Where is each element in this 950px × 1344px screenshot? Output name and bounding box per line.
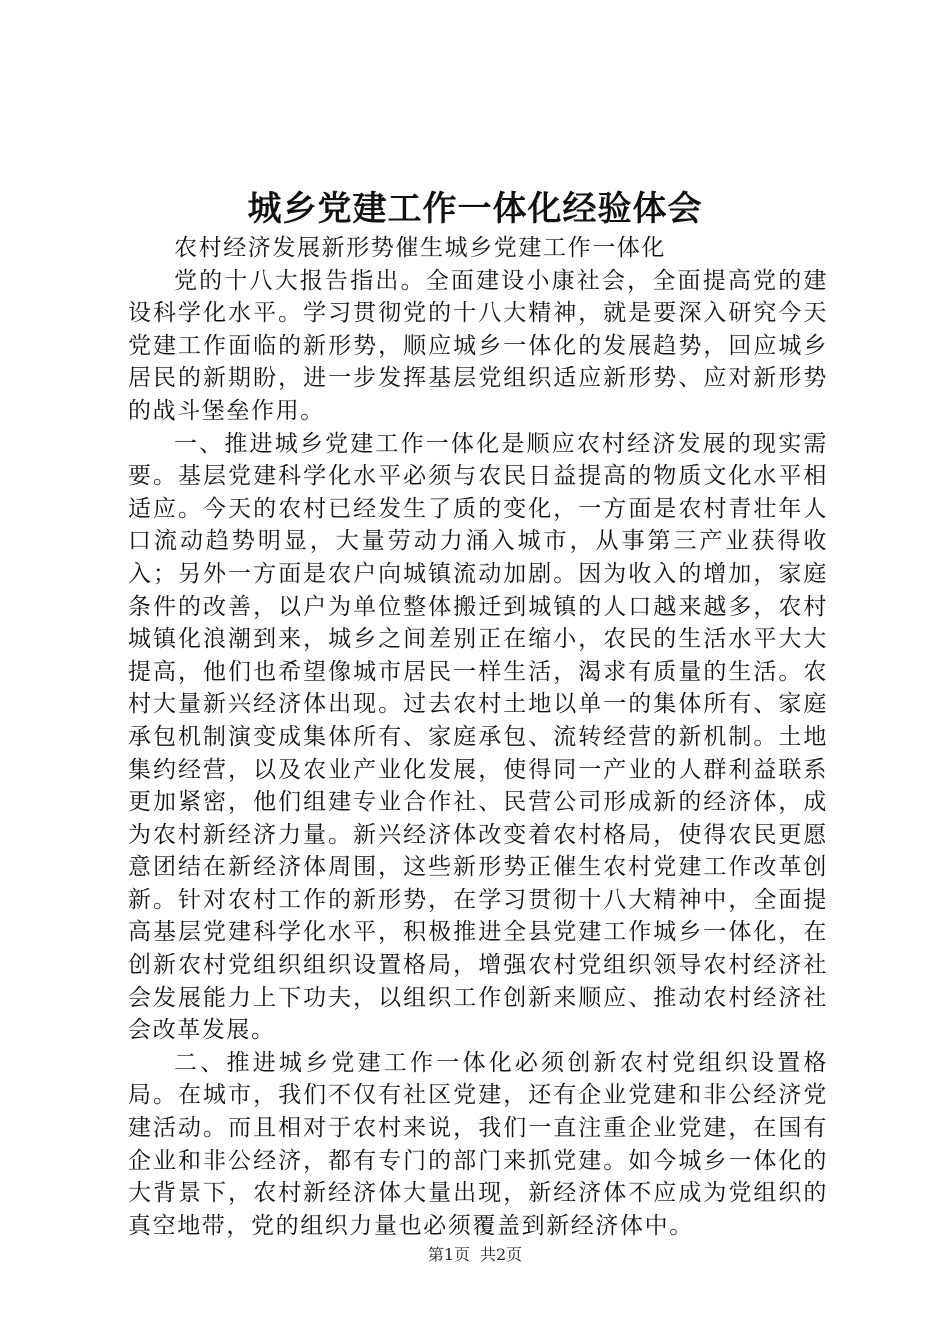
paragraph-section-one: 一、推进城乡党建工作一体化是顺应农村经济发展的现实需要。基层党建科学化水平必须与农民日益提高的物质文化水平相适应。今天的农村已经发生了质的变化，一方面是农村青壮年人口流动趋势明显，大量劳动力涌入城市，从事第三产业获得收入；另外一方面是农户向城镇流动加剧。因为收入的增加，家庭条件的改善，以户为单位整体搬迁到城镇的人口越来越多，农村城镇化浪潮到来，城乡之间差别正在缩小，农民的生活水平大大提高，他们也希望像城市居民一样生活，渴求有质量的生活。农村大量新兴经济体出现。过去农村土地以单一的集体所有、家庭承包机制演变成集体所有、家庭承包、流转经营的新机制。土地集约经营，以及农业产业化发展，使得同一产业的人群利益联系更加紧密，他们组建专业合作社、民营公司形成新的经济体，成为农村新经济力量。新兴经济体改变着农村格局，使得农民更愿意团结在新经济体周围，这些新形势正催生农村党建工作改革创新。针对农村工作的新形势，在学习贯彻十八大精神中，全面提高基层党建科学化水平，积极推进全县党建工作城乡一体化，在创新农村党组织组织设置格局，增强农村党组织领导农村经济社会发展能力上下功夫，以组织工作创新来顺应、推动农村经济社会改革发展。 bbox=[128, 430, 828, 1044]
page-number: 第1页 bbox=[427, 1245, 470, 1264]
paragraph-section-two: 二、推进城乡党建工作一体化必须创新农村党组织设置格局。在城市，我们不仅有社区党建，还有企业党建和非公经济党建活动。而且相对于农村来说，我们一直注重企业党建，在国有企业和非公经济，都有专门的部门来抓党建。如今城乡一体化的大背景下，农村新经济体大量出现，新经济体不应成为党组织的真空地带，党的组织力量也必须覆盖到新经济体中。 bbox=[128, 1049, 828, 1239]
paragraph-intro: 党的十八大报告指出。全面建设小康社会，全面提高党的建设科学化水平。学习贯彻党的十八大精神，就是要深入研究今天党建工作面临的新形势，顺应城乡一体化的发展趋势，回应城乡居民的新期盼，进一步发挥基层党组织适应新形势、应对新形势的战斗堡垒作用。 bbox=[128, 267, 828, 424]
page-total: 共2页 bbox=[480, 1245, 523, 1264]
document-title: 城乡党建工作一体化经验体会 bbox=[247, 189, 703, 229]
page-footer bbox=[0, 1244, 950, 1266]
paragraph-subheading: 农村经济发展新形势催生城乡党建工作一体化 bbox=[174, 235, 666, 261]
document-body bbox=[128, 232, 828, 1242]
